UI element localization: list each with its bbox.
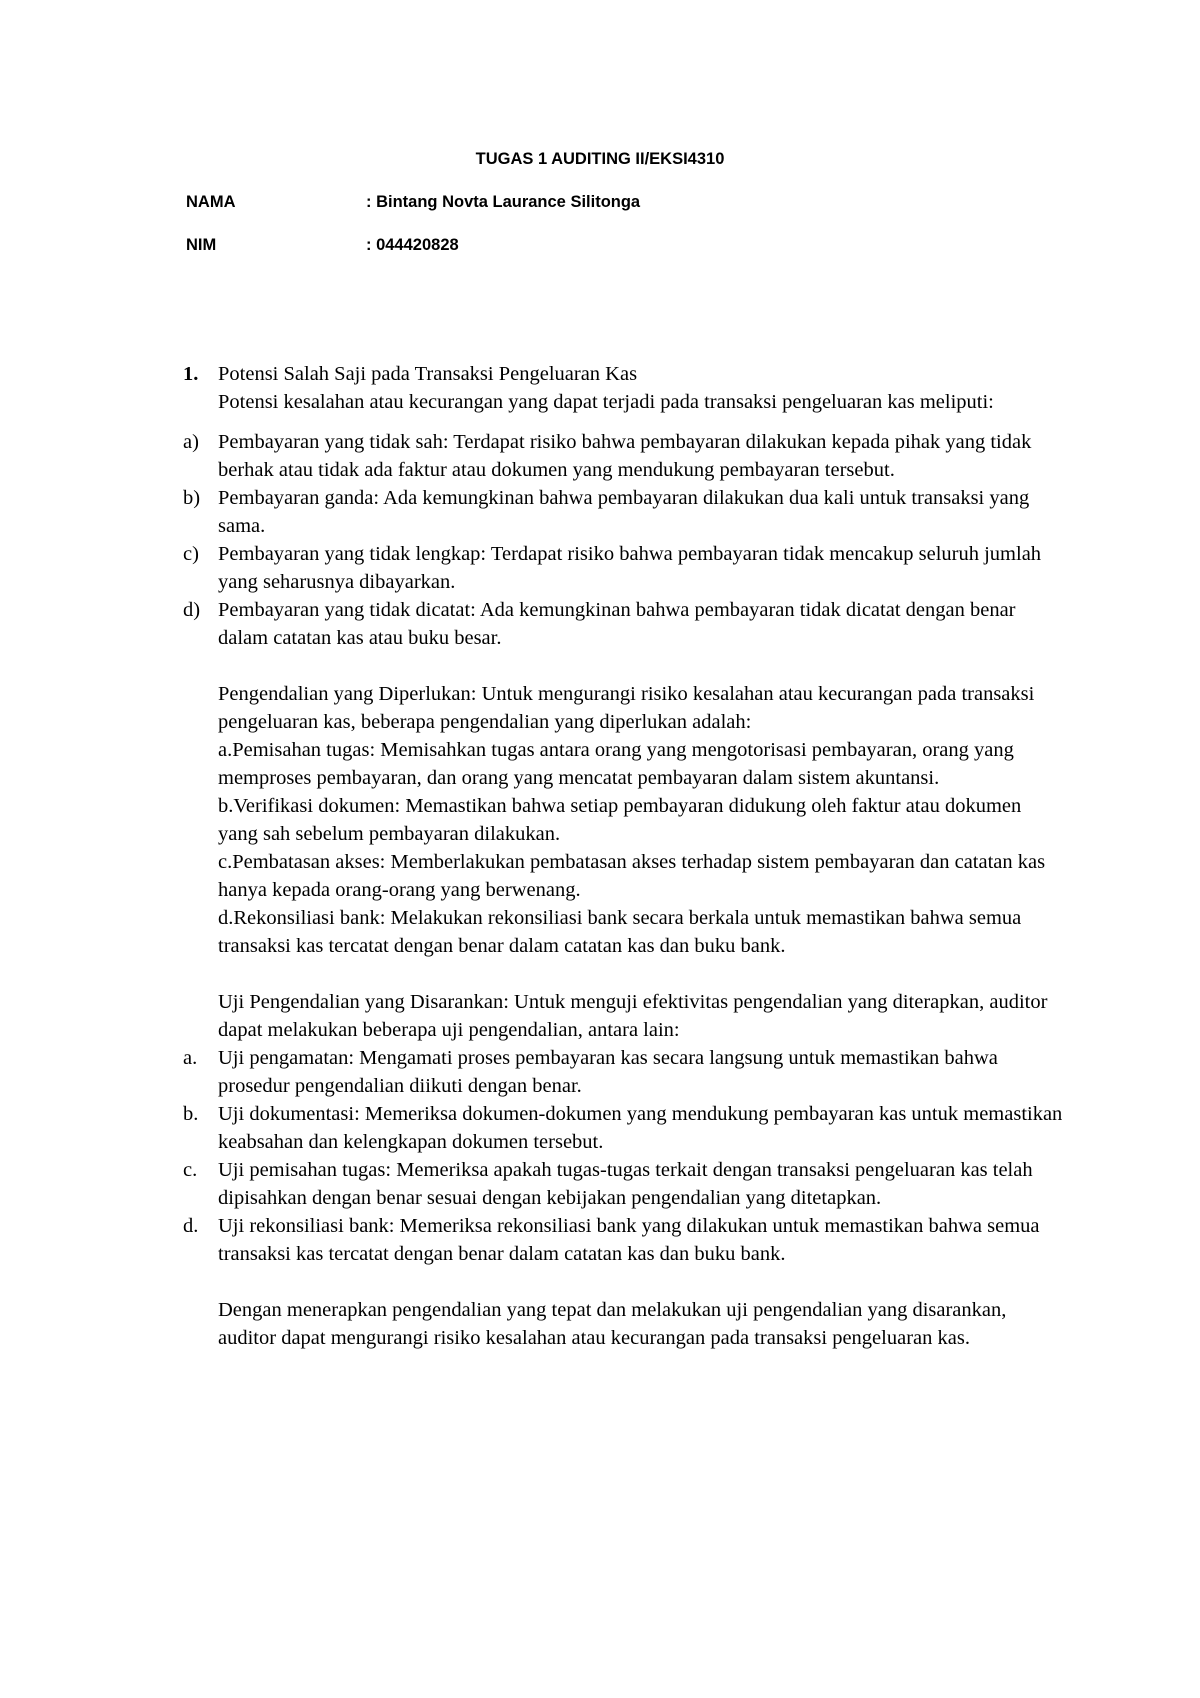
name-value: : Bintang Novta Laurance Silitonga [366,193,641,211]
list-item-text: Uji pengamatan: Mengamati proses pembayaran kas secara langsung untuk memastikan bahwa prosedur pengendalian diikuti dengan benar. [218,1047,998,1097]
list-marker: a. [183,1047,198,1069]
list-item-text: Pembayaran yang tidak lengkap: Terdapat risiko bahwa pembayaran tidak mencakup seluruh jumlah yang seharusnya dibayarkan. [218,543,1042,593]
list-item [183,1156,1063,1212]
list-marker: b) [183,487,201,509]
control-item: d.Rekonsiliasi bank: Melakukan rekonsiliasi bank secara berkala untuk memastikan bahwa semua transaksi kas tercatat dengan benar dalam catatan kas dan buku bank. [218,907,1022,957]
list-item-text: Uji rekonsiliasi bank: Memeriksa rekonsiliasi bank yang dilakukan untuk memastikan bahwa semua transaksi kas tercatat dengan benar dalam catatan kas dan buku bank. [218,1215,1040,1265]
conclusion-text: Dengan menerapkan pengendalian yang tepat dan melakukan uji pengendalian yang disarankan, auditor dapat mengurangi risiko kesalahan atau kecurangan pada transaksi pengeluaran kas. [218,1299,1007,1349]
document-body [183,360,1063,1352]
control-item: c.Pembatasan akses: Memberlakukan pembatasan akses terhadap sistem pembayaran dan catatan kas hanya kepada orang-orang yang berwenang. [218,851,1046,901]
list-item-text: Uji dokumentasi: Memeriksa dokumen-dokumen yang mendukung pembayaran kas untuk memastikan keabsahan dan kelengkapan dokumen tersebut. [218,1103,1063,1153]
document-title: TUGAS 1 AUDITING II/EKSI4310 [475,150,725,168]
list-item [183,596,1063,652]
list-item-text: Pembayaran yang tidak sah: Terdapat risiko bahwa pembayaran dilakukan kepada pihak yang tidak berhak atau tidak ada faktur atau dokumen yang mendukung pembayaran tersebut. [218,431,1032,481]
section-1 [183,360,1063,416]
list-item [183,1044,1063,1100]
list-item-text: Pembayaran yang tidak dicatat: Ada kemungkinan bahwa pembayaran tidak dicatat dengan benar dalam catatan kas atau buku besar. [218,599,1016,649]
conclusion-block [183,1296,1063,1352]
list-item-text: Pembayaran ganda: Ada kemungkinan bahwa pembayaran dilakukan dua kali untuk transaksi yang sama. [218,487,1030,537]
control-item: b.Verifikasi dokumen: Memastikan bahwa setiap pembayaran didukung oleh faktur atau dokumen yang sah sebelum pembayaran dilakukan. [218,795,1022,845]
risk-list [183,428,1063,652]
list-marker: c) [183,543,199,565]
controls-intro: Pengendalian yang Diperlukan: Untuk mengurangi risiko kesalahan atau kecurangan pada transaksi pengeluaran kas, beberapa pengendalian yang diperlukan adalah: [218,683,1035,733]
list-marker: d. [183,1215,199,1237]
list-marker: d) [183,599,201,621]
section-number: 1. [183,363,199,385]
list-item-text: Uji pemisahan tugas: Memeriksa apakah tugas-tugas terkait dengan transaksi pengeluaran kas telah dipisahkan dengan benar sesuai dengan kebijakan pengendalian yang ditetapkan. [218,1159,1033,1209]
controls-block [183,680,1063,960]
list-item [183,1212,1063,1268]
name-label: NAMA [186,193,236,211]
section-heading: Potensi Salah Saji pada Transaksi Pengeluaran Kas [218,363,638,385]
list-item [183,484,1063,540]
risks-intro: Potensi kesalahan atau kecurangan yang dapat terjadi pada transaksi pengeluaran kas meliputi: [218,391,994,413]
nim-label: NIM [186,236,217,254]
tests-intro: Uji Pengendalian yang Disarankan: Untuk menguji efektivitas pengendalian yang diterapkan, auditor dapat melakukan beberapa uji pengendalian, antara lain: [218,991,1048,1041]
test-list [183,1044,1063,1268]
list-item [183,540,1063,596]
control-item: a.Pemisahan tugas: Memisahkan tugas antara orang yang mengotorisasi pembayaran, orang yang memproses pembayaran, dan orang yang mencatat pembayaran dalam sistem akuntansi. [218,739,1014,789]
list-marker: c. [183,1159,198,1181]
list-marker: b. [183,1103,199,1125]
nim-value: : 044420828 [366,236,459,254]
list-item [183,1100,1063,1156]
list-marker: a) [183,431,199,453]
tests-intro-block [183,988,1063,1044]
list-item [183,428,1063,484]
